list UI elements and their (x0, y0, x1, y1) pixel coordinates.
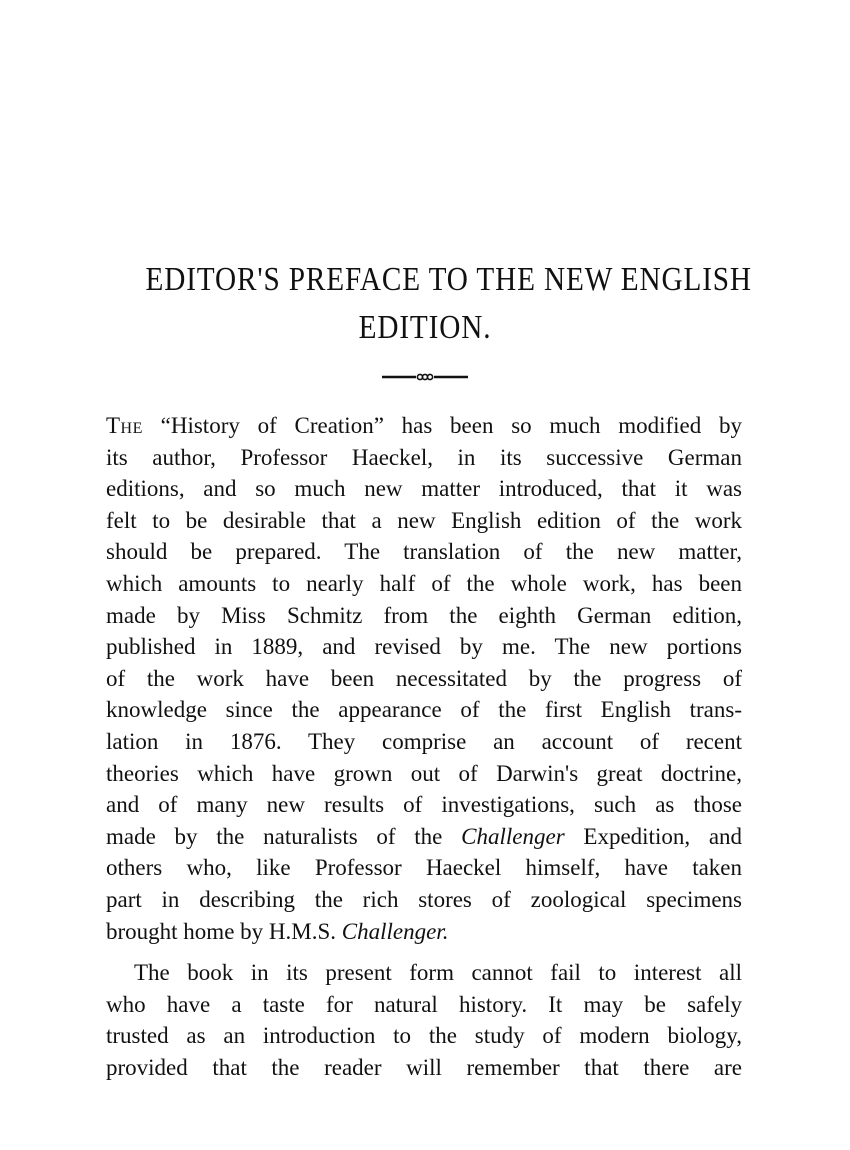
text-line: theories which have grown out of Darwin's great doctrine, (106, 760, 742, 786)
text-line: should be prepared. The translation of the new matter, (106, 539, 742, 565)
text-line: made by Miss Schmitz from the eighth German edition, (106, 602, 742, 628)
preface-paragraph-2 (106, 957, 742, 1083)
ornamental-rule-icon (380, 370, 470, 384)
text-line: others who, like Professor Haeckel himself, have taken (106, 855, 742, 881)
text-line: The book in its present form cannot fail to interest all (134, 960, 742, 985)
text-line: who have a taste for natural history. It may be safely (106, 991, 742, 1017)
text-line: of the work have been necessitated by the progress of (106, 665, 742, 691)
preface-heading-line-1: EDITOR'S PREFACE TO THE NEW ENGLISH (145, 261, 752, 298)
text-line: made by the naturalists of the Challenger Expedition, and (106, 823, 743, 849)
text-line: knowledge since the appearance of the first English trans- (106, 697, 742, 723)
text-line: felt to be desirable that a new English edition of the work (106, 507, 742, 533)
text-line: brought home by H.M.S. Challenger. (106, 918, 449, 944)
text-line: published in 1889, and revised by me. The new portions (106, 634, 742, 660)
lead-word: The (106, 413, 143, 438)
preface-paragraph-1 (106, 410, 742, 947)
ship-name: Challenger. (341, 918, 449, 944)
text-line: part in describing the rich stores of zoological specimens (106, 886, 742, 912)
text-line: its author, Professor Haeckel, in its successive German (106, 444, 742, 470)
ship-name: Challenger (461, 823, 565, 849)
text-line: The “History of Creation” has been so much modified by (106, 413, 743, 438)
text-line: which amounts to nearly half of the whole work, has been (106, 570, 742, 596)
text-line: lation in 1876. They comprise an account of recent (106, 728, 742, 754)
text-line: trusted as an introduction to the study of modern biology, (106, 1023, 742, 1049)
text-line: and of many new results of investigations, such as those (106, 792, 742, 818)
text-line: provided that the reader will remember that there are (106, 1054, 742, 1080)
text-line: editions, and so much new matter introduced, that it was (106, 476, 742, 502)
preface-heading-line-2: EDITION. (358, 309, 492, 346)
